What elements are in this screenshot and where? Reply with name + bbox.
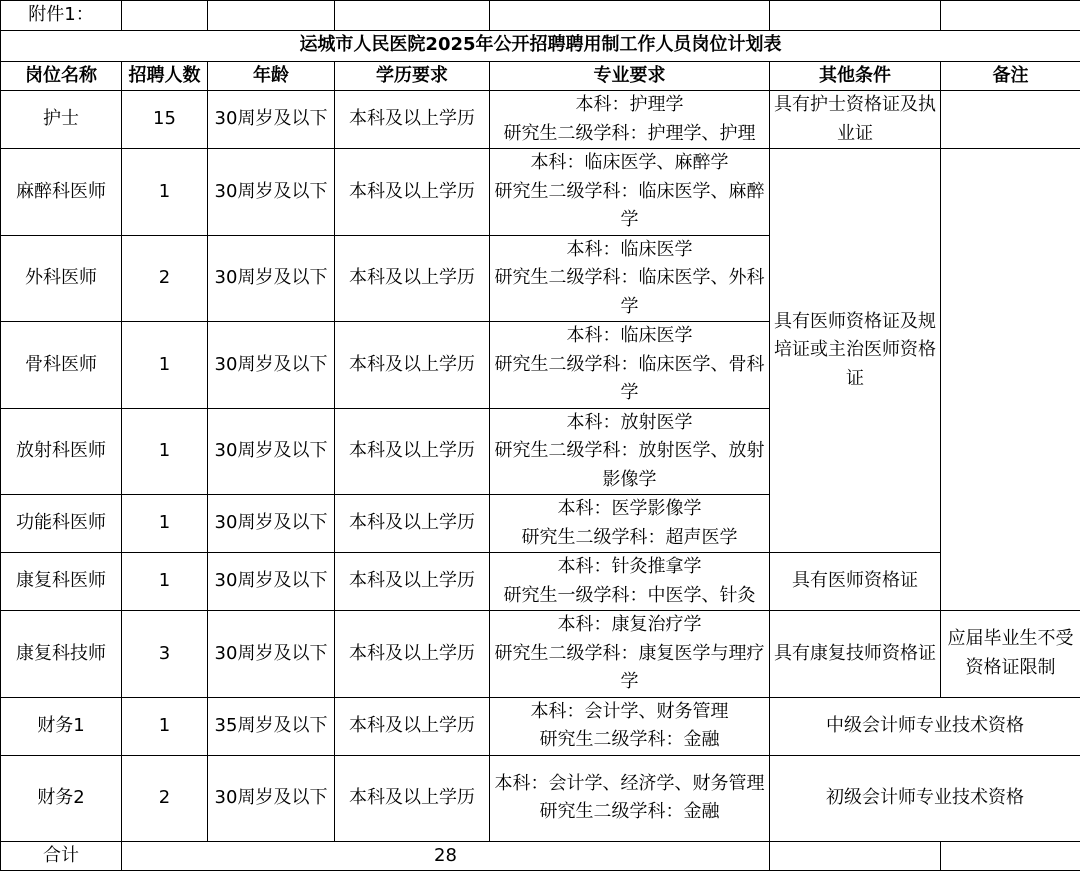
count-cell: 1 xyxy=(122,149,208,236)
count-cell: 1 xyxy=(122,495,208,553)
table-title: 运城市人民医院2025年公开招聘聘用制工作人员岗位计划表 xyxy=(1,30,1080,61)
remarks-cell xyxy=(941,149,1080,611)
empty-cell xyxy=(941,1,1080,31)
total-row xyxy=(1,841,1080,871)
education-cell: 本科及以上学历 xyxy=(335,322,490,409)
major-cell xyxy=(490,697,770,755)
count-cell: 1 xyxy=(122,553,208,611)
major-undergrad: 本科：放射医学 xyxy=(491,409,768,438)
major-graduate: 研究生二级学科：临床医学、外科学 xyxy=(491,264,768,321)
empty-cell xyxy=(208,1,335,31)
major-cell xyxy=(490,91,770,149)
header-remarks: 备注 xyxy=(941,61,1080,91)
other-condition-cell: 中级会计师专业技术资格 xyxy=(770,697,1080,755)
major-cell xyxy=(490,553,770,611)
header-position: 岗位名称 xyxy=(1,61,122,91)
major-cell xyxy=(490,755,770,841)
position-cell: 财务2 xyxy=(1,755,122,841)
table-row xyxy=(1,611,1080,698)
empty-cell xyxy=(122,1,208,31)
count-cell: 1 xyxy=(122,408,208,495)
major-undergrad: 本科：临床医学 xyxy=(491,236,768,265)
age-cell: 30周岁及以下 xyxy=(208,755,335,841)
major-undergrad: 本科：会计学、财务管理 xyxy=(491,698,768,727)
education-cell: 本科及以上学历 xyxy=(335,408,490,495)
table-row xyxy=(1,553,1080,611)
major-undergrad: 本科：针灸推拿学 xyxy=(491,553,768,582)
empty-cell xyxy=(335,1,490,31)
major-undergrad: 本科：临床医学 xyxy=(491,322,768,351)
table-row xyxy=(1,755,1080,841)
position-cell: 康复科医师 xyxy=(1,553,122,611)
table-row xyxy=(1,697,1080,755)
table-row xyxy=(1,149,1080,236)
major-undergrad: 本科：会计学、经济学、财务管理 xyxy=(491,770,768,799)
count-cell: 2 xyxy=(122,755,208,841)
education-cell: 本科及以上学历 xyxy=(335,235,490,322)
count-cell: 15 xyxy=(122,91,208,149)
count-cell: 3 xyxy=(122,611,208,698)
major-cell xyxy=(490,611,770,698)
age-cell: 30周岁及以下 xyxy=(208,495,335,553)
empty-cell xyxy=(941,841,1080,871)
education-cell: 本科及以上学历 xyxy=(335,149,490,236)
major-graduate: 研究生二级学科：放射医学、放射影像学 xyxy=(491,437,768,494)
major-cell xyxy=(490,322,770,409)
major-undergrad: 本科：医学影像学 xyxy=(491,495,768,524)
education-cell: 本科及以上学历 xyxy=(335,91,490,149)
total-value: 28 xyxy=(122,841,770,871)
table-row xyxy=(1,91,1080,149)
position-cell: 康复科技师 xyxy=(1,611,122,698)
major-graduate: 研究生二级学科：康复医学与理疗学 xyxy=(491,640,768,697)
age-cell: 35周岁及以下 xyxy=(208,697,335,755)
empty-cell xyxy=(770,841,941,871)
remarks-cell: 应届毕业生不受资格证限制 xyxy=(941,611,1080,698)
position-cell: 麻醉科医师 xyxy=(1,149,122,236)
major-graduate: 研究生一级学科：中医学、针灸 xyxy=(491,582,768,611)
major-undergrad: 本科：临床医学、麻醉学 xyxy=(491,149,768,178)
remarks-cell xyxy=(941,91,1080,149)
position-cell: 骨科医师 xyxy=(1,322,122,409)
major-graduate: 研究生二级学科：护理学、护理 xyxy=(491,120,768,149)
header-other: 其他条件 xyxy=(770,61,941,91)
major-cell xyxy=(490,149,770,236)
age-cell: 30周岁及以下 xyxy=(208,408,335,495)
age-cell: 30周岁及以下 xyxy=(208,553,335,611)
major-cell xyxy=(490,495,770,553)
position-cell: 财务1 xyxy=(1,697,122,755)
count-cell: 1 xyxy=(122,322,208,409)
major-undergrad: 本科：康复治疗学 xyxy=(491,611,768,640)
education-cell: 本科及以上学历 xyxy=(335,553,490,611)
total-label: 合计 xyxy=(1,841,122,871)
major-cell xyxy=(490,408,770,495)
empty-cell xyxy=(490,1,770,31)
major-graduate: 研究生二级学科：临床医学、骨科学 xyxy=(491,351,768,408)
header-education: 学历要求 xyxy=(335,61,490,91)
major-graduate: 研究生二级学科：临床医学、麻醉学 xyxy=(491,178,768,235)
other-condition-cell: 具有护士资格证及执业证 xyxy=(770,91,941,149)
empty-cell xyxy=(770,1,941,31)
header-age: 年龄 xyxy=(208,61,335,91)
other-condition-cell: 具有医师资格证及规培证或主治医师资格证 xyxy=(770,149,941,553)
education-cell: 本科及以上学历 xyxy=(335,697,490,755)
major-graduate: 研究生二级学科：金融 xyxy=(491,798,768,827)
age-cell: 30周岁及以下 xyxy=(208,149,335,236)
position-cell: 放射科医师 xyxy=(1,408,122,495)
header-count: 招聘人数 xyxy=(122,61,208,91)
age-cell: 30周岁及以下 xyxy=(208,91,335,149)
age-cell: 30周岁及以下 xyxy=(208,611,335,698)
education-cell: 本科及以上学历 xyxy=(335,495,490,553)
age-cell: 30周岁及以下 xyxy=(208,235,335,322)
other-condition-cell: 具有康复技师资格证 xyxy=(770,611,941,698)
position-cell: 功能科医师 xyxy=(1,495,122,553)
major-graduate: 研究生二级学科：金融 xyxy=(491,726,768,755)
major-cell xyxy=(490,235,770,322)
position-cell: 外科医师 xyxy=(1,235,122,322)
attachment-label: 附件1： xyxy=(1,1,122,31)
header-row xyxy=(1,61,1080,91)
age-cell: 30周岁及以下 xyxy=(208,322,335,409)
major-undergrad: 本科：护理学 xyxy=(491,91,768,120)
position-cell: 护士 xyxy=(1,91,122,149)
other-condition-cell: 初级会计师专业技术资格 xyxy=(770,755,1080,841)
major-graduate: 研究生二级学科：超声医学 xyxy=(491,524,768,553)
count-cell: 2 xyxy=(122,235,208,322)
education-cell: 本科及以上学历 xyxy=(335,755,490,841)
other-condition-cell: 具有医师资格证 xyxy=(770,553,941,611)
header-major: 专业要求 xyxy=(490,61,770,91)
count-cell: 1 xyxy=(122,697,208,755)
education-cell: 本科及以上学历 xyxy=(335,611,490,698)
